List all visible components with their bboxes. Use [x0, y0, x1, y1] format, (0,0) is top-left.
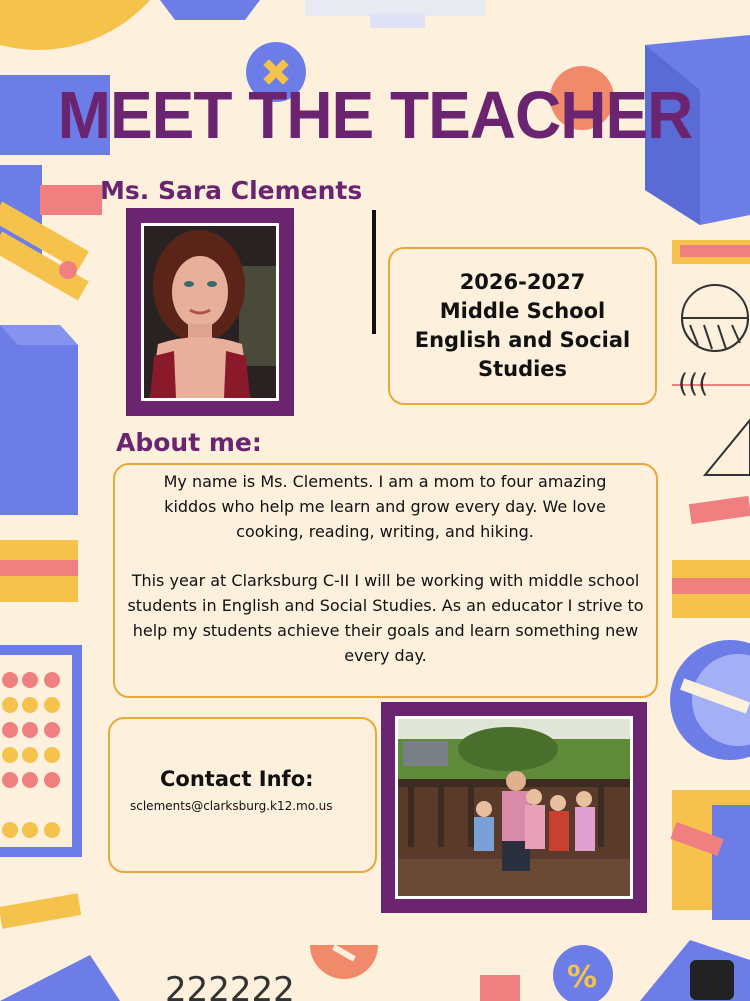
- grade-subjects-cont: Studies: [477, 357, 568, 381]
- page-title: MEET THE TEACHER: [57, 77, 693, 153]
- family-image: [398, 719, 630, 896]
- about-box: [113, 463, 658, 698]
- svg-text:222222: 222222: [165, 970, 295, 1001]
- grade-level: Middle School: [439, 299, 606, 323]
- about-paragraph-2: This year at Clarksburg C-II I will be working with middle school students in English and Social Studies. As an educator I strive to help my students achieve their goals and learn something new every day.: [127, 571, 644, 665]
- family-photo: [395, 716, 633, 899]
- vertical-divider: [372, 210, 376, 334]
- grade-subjects: English and Social: [414, 328, 631, 352]
- contact-label: Contact Info:: [160, 767, 314, 791]
- svg-text:%: %: [567, 960, 598, 995]
- teacher-photo: [141, 223, 279, 401]
- about-paragraph-1: My name is Ms. Clements. I am a mom to four amazing kiddos who help me learn and grow every day. We love cooking, reading, writing, and hiking.: [163, 472, 607, 541]
- grade-info-box: [388, 247, 657, 405]
- family-photo-frame: [381, 702, 647, 913]
- grade-year: 2026-2027: [459, 270, 586, 294]
- contact-email[interactable]: sclements@clarksburg.k12.mo.us: [130, 799, 333, 813]
- teacher-name: Ms. Sara Clements: [100, 176, 363, 205]
- contact-box: [108, 717, 377, 873]
- about-heading: About me:: [116, 428, 262, 457]
- svg-text:(((: (((: [678, 369, 709, 399]
- teacher-photo-frame: [126, 208, 294, 416]
- portrait-image: [144, 226, 276, 398]
